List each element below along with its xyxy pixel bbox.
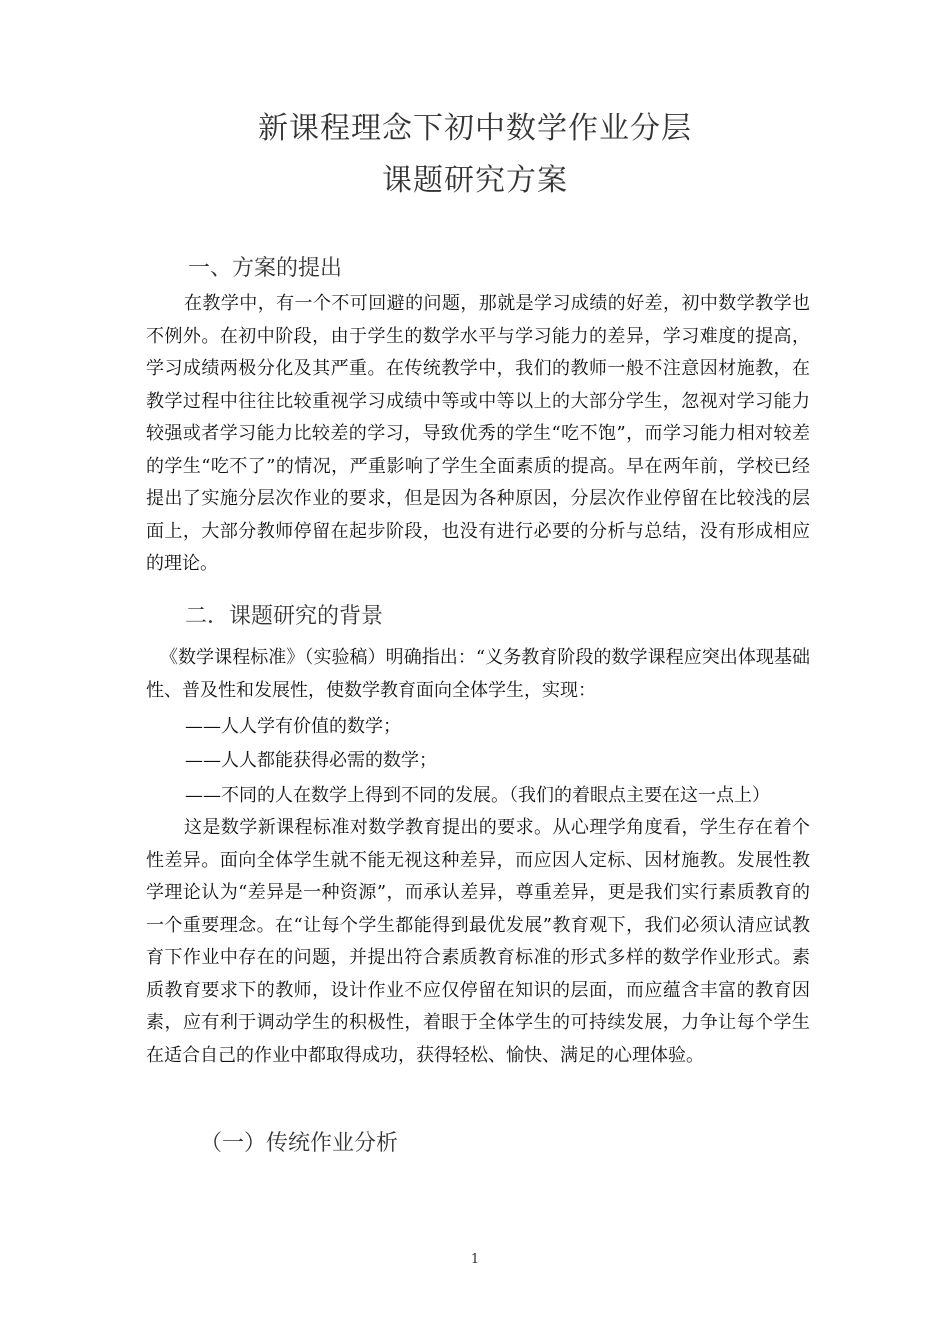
- document-title-line-2: 课题研究方案: [382, 163, 568, 198]
- bullet-item-3: ——不同的人在数学上得到不同的发展。（我们的着眼点主要在这一点上）: [185, 785, 770, 806]
- section-2-heading: 二．课题研究的背景: [185, 604, 384, 629]
- section-2-quote: 《数学课程标准》（实验稿）明确指出：“义务教育阶段的数学课程应突出体现基础性、普及性和发展性，使数学教育面向全体学生，实现：: [146, 647, 810, 701]
- bullet-item-2: ——人人都能获得必需的数学；: [185, 750, 437, 771]
- document-title-line-1: 新课程理念下初中数学作业分层: [258, 111, 692, 146]
- section-1-heading: 一、方案的提出: [188, 256, 343, 281]
- subsection-1-heading: （一）传统作业分析: [200, 1131, 399, 1156]
- page-number: 1: [470, 1252, 480, 1267]
- section-1-paragraph: 在教学中，有一个不可回避的问题，那就是学习成绩的好差，初中数学教学也不例外。在初中阶段，由于学生的数学水平与学习能力的差异，学习难度的提高，学习成绩两极分化及其严重。在传统教学中，我们的教师一般不注意因材施教，在教学过程中往往比较重视学习成绩中等或中等以上的大部分学生，忽视对学习能力较强或者学习能力比较差的学习，导致优秀的学生“吃不饱”，而学习能力相对较差的学生“吃不了”的情况，严重影响了学生全面素质的提高。早在两年前，学校已经提出了实施分层次作业的要求，但是因为各种原因，分层次作业停留在比较浅的层面上，大部分教师停留在起步阶段，也没有进行必要的分析与总结，没有形成相应的理论。: [146, 293, 810, 574]
- bullet-item-1: ——人人学有价值的数学；: [185, 716, 401, 737]
- section-2-paragraph: 这是数学新课程标准对数学教育提出的要求。从心理学角度看，学生存在着个性差异。面向全体学生就不能无视这种差异，而应因人定标、因材施教。发展性教学理论认为“差异是一种资源”，而承认差异，尊重差异，更是我们实行素质教育的一个重要理念。在“让每个学生都能得到最优发展”教育观下，我们必须认清应试教育下作业中存在的问题，并提出符合素质教育标准的形式多样的数学作业形式。素质教育要求下的教师，设计作业不应仅停留在知识的层面，而应蕴含丰富的教育因素，应有利于调动学生的积极性，着眼于全体学生的可持续发展，力争让每个学生在适合自己的作业中都取得成功，获得轻松、愉快、满足的心理体验。: [146, 817, 810, 1066]
